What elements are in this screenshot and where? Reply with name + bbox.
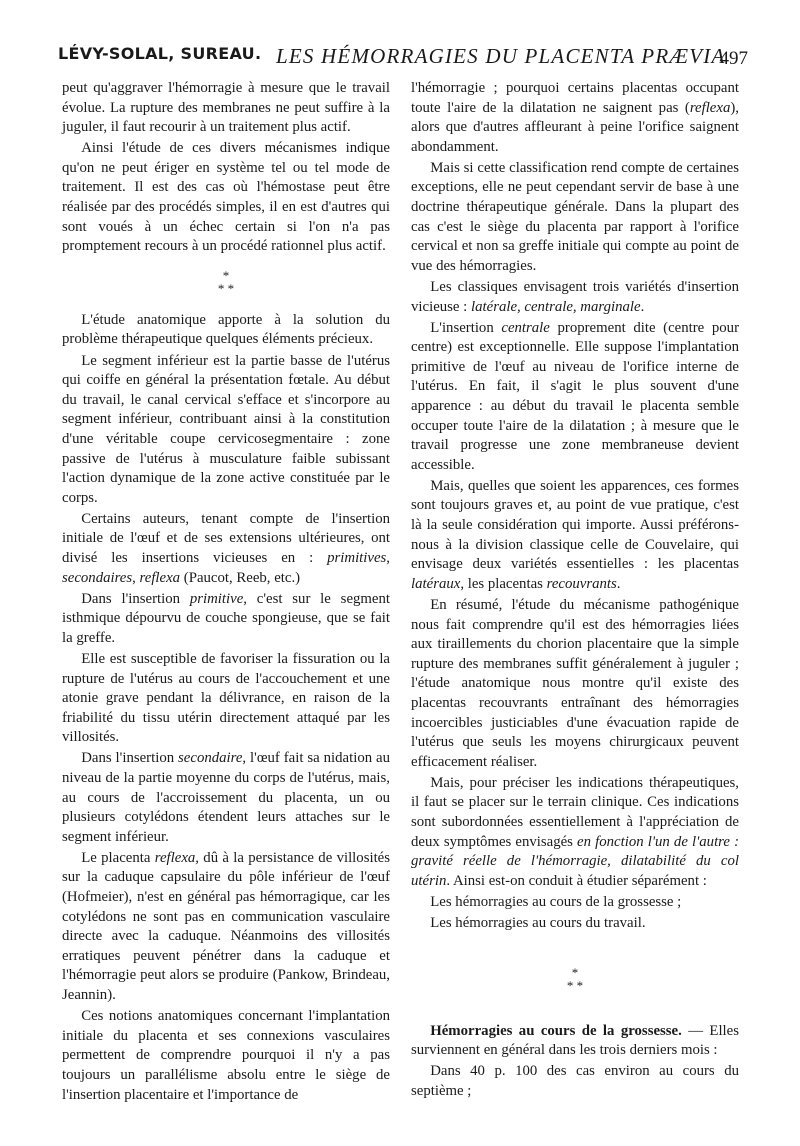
section-title: Hémorragies au cours de la grossesse. xyxy=(430,1022,682,1039)
paragraph: Mais, quelles que soient les apparences, ces formes sont toujours graves et, au point de vue pratique, c'est là la seule considération qui importe. Aussi préférons-nous à la division classique celle de Couvelaire, qui envisage deux variétés essentielles : les placentas latéraux, les placentas recouvrants. xyxy=(411,477,739,592)
paragraph: Le segment inférieur est la partie basse de l'utérus qui coiffe en général la présentation fœtale. Au début du travail, le canal cervical s'efface et s'incorpore au segment inférieur, contribuant ainsi à la constitution d'une véritable coupe cervicosegmentaire : zone passive de l'utérus à musculature faible subissant l'action dynamique de la zone active constituée par le corps. xyxy=(62,352,390,506)
left-column xyxy=(62,79,390,1107)
paragraph: Certains auteurs, tenant compte de l'insertion initiale de l'œuf et de ses extensions ultérieures, ont divisé les insertions vicieuses en : primitives, secondaires, reflexa (Paucot, Reeb, etc.) xyxy=(62,510,390,586)
paragraph: l'hémorragie ; pourquoi certains placentas occupant toute l'aire de la dilatation ne saignent pas (reflexa), alors que d'autres affleurant à peine l'orifice saignent abondamment. xyxy=(411,80,739,155)
paragraph: Dans l'insertion secondaire, l'œuf fait sa nidation au niveau de la partie moyenne du corps de l'utérus, mais, au cours de l'accroissement du placenta, un ou plusieurs cotylédons étendent leurs attaches sur le segment inférieur. xyxy=(62,750,390,845)
paragraph: Ces notions anatomiques concernant l'implantation initiale du placenta et ses connexions vasculaires permettent de comprendre pourquoi il n'y a pas toujours un parallélisme absolu entre le siège de l'insertion placentaire et l'importance de xyxy=(62,1008,390,1103)
right-column xyxy=(411,79,739,1103)
paragraph: Ainsi l'étude de ces divers mécanismes indique qu'on ne peut ériger en système tel ou tel mode de traitement. Il est des cas où l'hémostase peut être réalisée par des procédés simples, il en est d'autres qui sont voués à un échec certain si l'on n'a pas promptement recours à un procédé rationnel plus actif. xyxy=(62,140,390,255)
section-paragraph: Hémorragies au cours de la grossesse. — Elles surviennent en général dans les trois derniers mois : xyxy=(411,1022,739,1059)
header-title: LES HÉMORRAGIES DU PLACENTA PRÆVIA xyxy=(276,44,726,68)
header-authors: LÉVY-SOLAL, SUREAU. xyxy=(58,44,262,63)
list-item: Les hémorragies au cours de la grossesse ; xyxy=(430,893,682,910)
paragraph: Mais si cette classification rend compte de certaines exceptions, elle ne peut cependant servir de base à une doctrine thérapeutique générale. Dans la plupart des cas c'est le siège du placenta par rapport à l'orifice cervical et non sa greffe initiale qui compte au point de vue des hémorragies. xyxy=(411,159,739,274)
paragraph: En résumé, l'étude du mécanisme pathogénique nous fait comprendre qu'il est des hémorragies liées aux tiraillements du chorion placentaire que la simple rupture des membranes suffit généralement à juguler ; l'étude anatomique nous montre qu'il existe des placentas recouvrants entraînant des hémorragies incoercibles justiciables d'une évacuation rapide de l'utérus que seuls les moyens chirurgicaux peuvent efficacement réaliser. xyxy=(411,596,739,770)
running-header xyxy=(58,44,748,74)
asterism-separator: * * * xyxy=(566,964,584,993)
paragraph: Dans l'insertion primitive, c'est sur le segment isthmique dépourvu de couche spongieuse, que se fait la greffe. xyxy=(62,590,390,646)
asterism-separator: * * * xyxy=(217,267,235,296)
paragraph: Dans 40 p. 100 des cas environ au cours du septième ; xyxy=(411,1063,739,1099)
paragraph: Les classiques envisagent trois variétés d'insertion vicieuse : latérale, centrale, marginale. xyxy=(411,278,739,315)
paragraph: Le placenta reflexa, dû à la persistance de villosités sur la caduque capsulaire du pôle inférieur de l'œuf (Hofmeier), n'est en général pas hémorragique, car les cotylédons ne sont pas en communication vasculaire directe avec la caduque. Néanmoins des villosités erratiques peuvent pénétrer dans la caduque et l'hémorragie peut alors se produire (Pankow, Brindeau, Jeannin). xyxy=(62,849,391,1004)
page-number: 497 xyxy=(719,48,748,69)
paragraph: L'insertion centrale proprement dite (centre pour centre) est exceptionnelle. Elle suppose l'implantation primitive de l'œuf au niveau de l'orifice interne de l'utérus. En fait, il s'agit le plus souvent d'une apparence : au début du travail le placenta semble occuper toute l'aire de la dilatation ; à mesure que le travail progresse une zone membraneuse devient accessible. xyxy=(411,319,740,473)
paragraph: L'étude anatomique apporte à la solution du problème thérapeutique quelques éléments précieux. xyxy=(62,311,390,348)
paragraph: Mais, pour préciser les indications thérapeutiques, il faut se placer sur le terrain clinique. Ces indications sont subordonnées essentiellement à l'appréciation de deux symptômes envisagés en fonction l'un de l'autre : gravité réelle de l'hémorragie, dilatabilité du col utérin. Ainsi est-on conduit à étudier séparément : xyxy=(411,774,739,889)
paragraph: peut qu'aggraver l'hémorragie à mesure que le travail évolue. La rupture des membranes ne peut suffire à la juguler, il faut recourir à un traitement plus actif. xyxy=(62,80,390,136)
paragraph: Elle est susceptible de favoriser la fissuration ou la rupture de l'utérus au cours de l'accouchement et une atonie grave pendant la délivrance, en raison de la friabilité du tissu utérin directement attaqué par les villosités. xyxy=(62,650,390,746)
list-item: Les hémorragies au cours du travail. xyxy=(430,914,646,931)
